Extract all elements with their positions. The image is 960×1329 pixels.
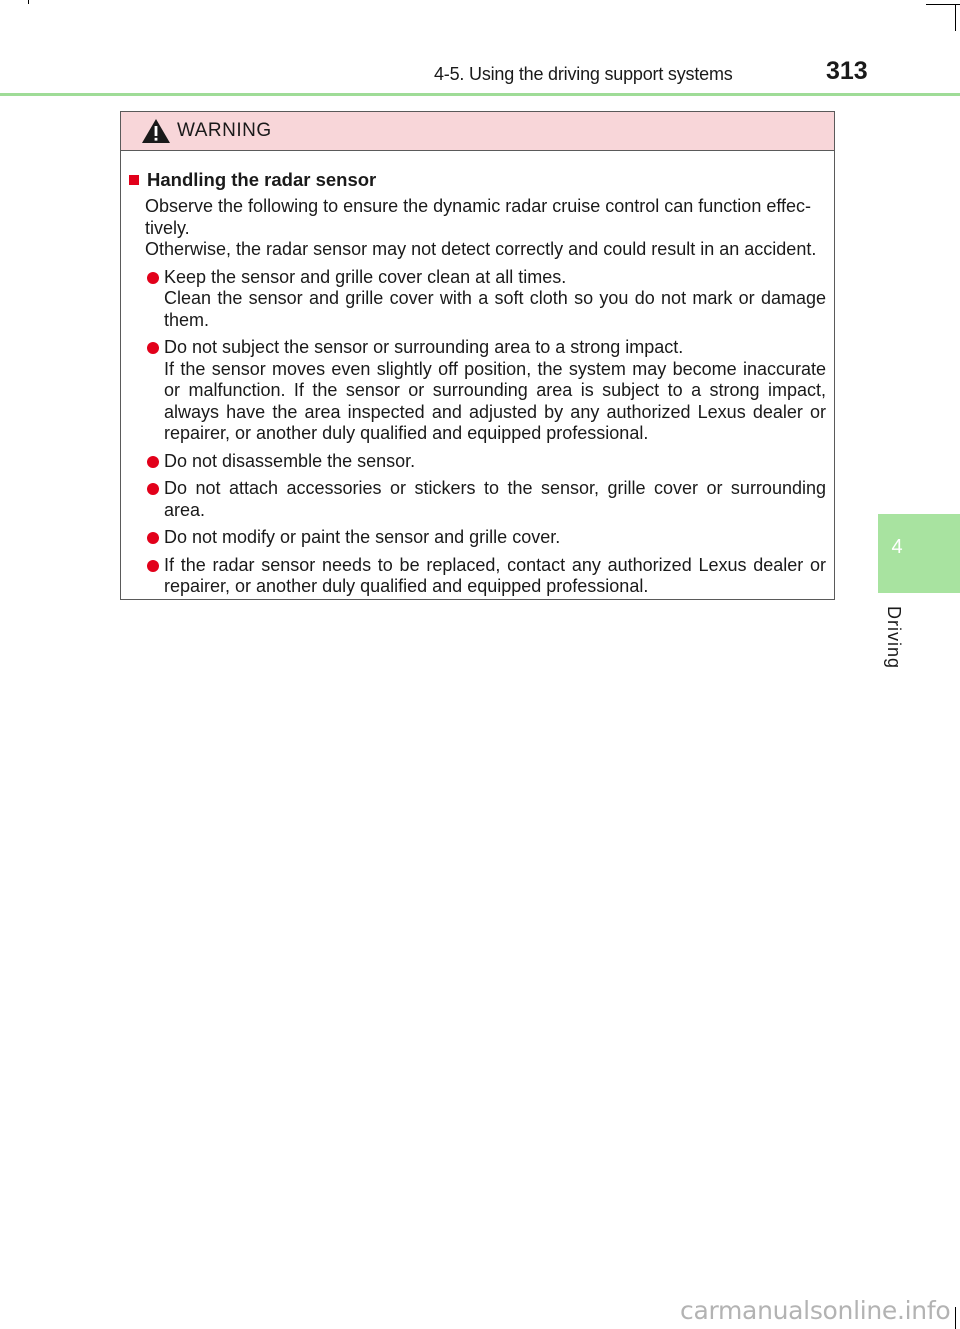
page-number: 313 <box>826 57 868 85</box>
section-heading <box>127 167 826 193</box>
bullet-dot-icon <box>147 456 159 468</box>
bullet-line: Clean the sensor and grille cover with a soft cloth so you do not mark or damage them. <box>164 288 826 330</box>
bullet-dot-icon <box>147 560 159 572</box>
warning-title: WARNING <box>177 120 272 141</box>
watermark-link[interactable]: carmanualsonline.info <box>680 1296 951 1325</box>
list-item <box>127 267 826 332</box>
bullet-line: Do not disassemble the sensor. <box>164 450 416 471</box>
bullet-dot-icon <box>147 342 159 354</box>
bullet-line: Do not modify or paint the sensor and grille cover. <box>164 527 561 547</box>
warning-box <box>120 111 835 600</box>
warning-triangle-icon <box>141 118 171 144</box>
chapter-label: Driving <box>884 606 904 670</box>
bullet-line: If the radar sensor needs to be replaced, contact any authorized Lexus dealer or repairer, or another duly qualified and equipped professional. <box>164 554 826 596</box>
crop-mark <box>955 5 956 31</box>
warning-body <box>121 151 834 604</box>
crop-mark <box>28 0 29 4</box>
list-item <box>127 478 826 521</box>
chapter-tab <box>878 514 960 593</box>
crop-mark <box>955 1307 956 1329</box>
bullet-line: Do not subject the sensor or surrounding area to a strong impact. <box>164 337 684 357</box>
section-title: 4-5. Using the driving support systems <box>434 64 733 84</box>
header-divider <box>0 93 960 96</box>
list-item <box>127 337 826 445</box>
intro-line: Otherwise, the radar sensor may not detect correctly and could result in an accident. <box>145 239 817 259</box>
bullet-dot-icon <box>147 532 159 544</box>
list-item <box>127 555 826 598</box>
bullet-line: Do not attach accessories or stickers to the sensor, grille cover or surrounding area. <box>164 478 826 520</box>
intro-text <box>145 196 826 261</box>
square-bullet-icon <box>129 175 139 185</box>
section-heading-text: Handling the radar sensor <box>147 169 377 190</box>
list-item <box>127 527 826 549</box>
intro-line: Observe the following to ensure the dynamic radar cruise control can function effec- tively. <box>145 196 812 238</box>
list-item <box>127 451 826 473</box>
bullet-line: Keep the sensor and grille cover clean at all times. <box>164 266 567 287</box>
warning-header <box>121 112 834 151</box>
bullet-dot-icon <box>147 483 159 495</box>
bullet-line: If the sensor moves even slightly off position, the system may become inaccurate or malfunction. If the sensor or surrounding area is subject to a strong impact, always have the area inspected and adjusted by any authorized Lexus dealer or repairer, or another duly qualified and equipped professional. <box>164 358 826 443</box>
bullet-dot-icon <box>147 272 159 284</box>
chapter-number: 4 <box>891 536 903 558</box>
